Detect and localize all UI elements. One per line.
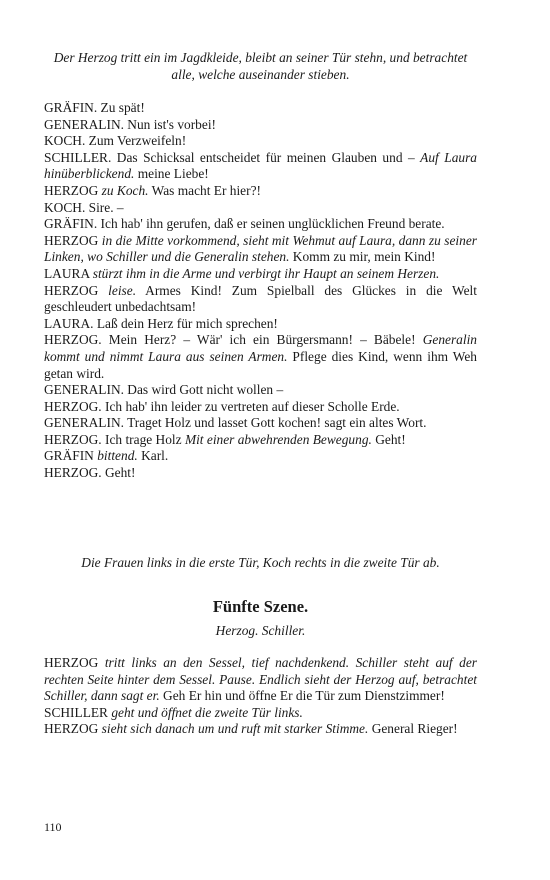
speech-text: HERZOG [44, 655, 105, 670]
speech-text: HERZOG [44, 232, 102, 248]
dialogue-line [44, 283, 477, 316]
stage-direction-text: geht und öffnet die zweite Tür links. [111, 704, 303, 720]
dialogue-line [44, 465, 477, 482]
stage-direction-exit: Die Frauen links in die erste Tür, Koch rechts in die zweite Tür ab. [81, 555, 440, 570]
speech-text: LAURA [44, 265, 93, 281]
speech-text: SCHILLER [44, 704, 112, 720]
dialogue-line [44, 133, 477, 150]
speech-text: Pflege dies Kind, wenn ihm Weh getan wird. [44, 348, 477, 381]
dialogue-line [44, 200, 477, 217]
stage-direction-text: Generalin kommt und nimmt Laura aus seinen Armen. [44, 332, 477, 364]
dialogue-line [44, 415, 477, 432]
dialogue-line [44, 382, 477, 399]
speech-text: GENERALIN. Traget Holz und lasset Gott kochen! sagt ein altes Wort. [44, 415, 427, 431]
speech-text: meine Liebe! [134, 166, 209, 182]
speech-text: HERZOG. Mein Herz? – Wär' ich ein Bürgersmann! – Bäbele! [44, 332, 423, 348]
dialogue-line [44, 266, 477, 283]
dialogue-line [44, 705, 477, 722]
speech-text: Armes Kind! Zum Spielball des Glückes in die Welt geschleudert unbedachtsam! [44, 282, 477, 315]
speech-text: General Rieger! [368, 721, 458, 737]
speech-text: HERZOG. Ich hab' ihn leider zu vertreten auf dieser Scholle Erde. [44, 398, 400, 414]
dialogue-line [44, 183, 477, 200]
speech-text: SCHILLER. Das Schicksal entscheidet für meinen Glauben und – [44, 149, 421, 165]
scene-cast: Herzog. Schiller. [215, 623, 306, 638]
dialogue-line [44, 448, 477, 465]
speech-text: Was macht Er hier?! [148, 182, 261, 198]
speech-text: Komm zu mir, mein Kind! [289, 249, 436, 265]
dialogue-line [44, 316, 477, 333]
stage-direction-text: leise. [108, 282, 137, 298]
stage-direction-text: stürzt ihm in die Arme und verbirgt ihr Haupt an seinem Herzen. [92, 265, 440, 281]
dialogue-block [44, 100, 477, 482]
stage-direction-text: in die Mitte vorkommend, sieht mit Wehmut auf Laura, dann zu seiner Linken, wo Schiller und die Generalin stehen. [44, 232, 477, 265]
speech-text: KOCH. Zum Verzweifeln! [44, 133, 187, 149]
page-number: 110 [44, 820, 62, 834]
speech-text: KOCH. Sire. – [44, 199, 124, 215]
dialogue-line [44, 432, 477, 449]
dialogue-line [44, 233, 477, 266]
speech-text: LAURA. Laß dein Herz für mich sprechen! [44, 315, 278, 331]
dialogue-line [44, 721, 477, 738]
scene5-dialogue-block [44, 655, 477, 738]
speech-text: GRÄFIN. Ich hab' ihn gerufen, daß er seinen unglücklichen Freund berate. [44, 216, 445, 232]
speech-text: GRÄFIN [44, 448, 98, 464]
speech-text: Karl. [137, 448, 169, 464]
stage-direction-text: sieht sich danach um und ruft mit starker Stimme. [101, 721, 369, 737]
dialogue-line [44, 332, 477, 382]
speech-text: HERZOG. Ich trage Holz [44, 431, 185, 447]
scene-heading: Fünfte Szene. [212, 597, 309, 616]
dialogue-line [44, 150, 477, 183]
dialogue-line [44, 117, 477, 134]
speech-text: GENERALIN. Nun ist's vorbei! [44, 116, 217, 132]
speech-text: Geht! [371, 431, 406, 447]
stage-direction-text: zu Koch. [101, 182, 149, 198]
speech-text: HERZOG [44, 182, 102, 198]
dialogue-line [44, 655, 477, 705]
stage-direction-text: bittend. [97, 448, 138, 464]
stage-direction-text: Mit einer abwehrenden Bewegung. [184, 431, 372, 447]
speech-text: HERZOG [44, 282, 109, 298]
speech-text: GRÄFIN. Zu spät! [44, 100, 145, 115]
speech-text: HERZOG. Geht! [44, 465, 136, 481]
dialogue-line [44, 216, 477, 233]
dialogue-line [44, 100, 477, 117]
speech-text: HERZOG [44, 721, 102, 737]
stage-direction-intro: Der Herzog tritt ein im Jagdkleide, bleibt an seiner Tür stehn, und betrachtet alle, welche auseinander stieben. [53, 50, 468, 82]
speech-text: GENERALIN. Das wird Gott nicht wollen – [44, 382, 284, 398]
speech-text: Geh Er hin und öffne Er die Tür zum Dienstzimmer! [159, 688, 445, 704]
dialogue-line [44, 399, 477, 416]
stage-direction-text: tritt links an den Sessel, tief nachdenkend. Schiller steht auf der rechten Seite hinter dem Sessel. Pause. Endlich sieht der Herzog auf, betrachtet Schiller, dann sagt er. [44, 655, 477, 704]
stage-direction-text: Auf Laura hinüberblickend. [44, 149, 477, 182]
